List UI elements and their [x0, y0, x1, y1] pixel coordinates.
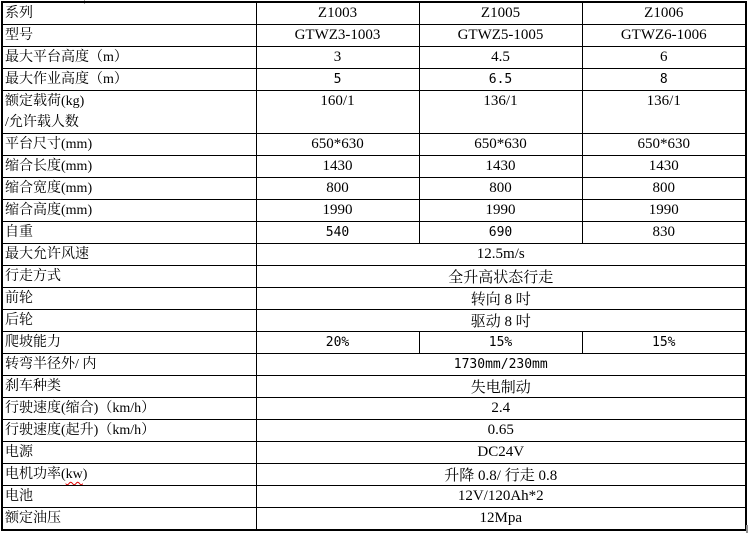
- table-row: [2, 25, 746, 47]
- table-row: [2, 178, 746, 200]
- spec-value-cell: 1430: [582, 156, 746, 178]
- spec-value-cell: 650*630: [419, 134, 582, 156]
- table-row: [2, 420, 746, 442]
- row-label-text: 平台尺寸(mm): [5, 137, 93, 152]
- row-label: [2, 420, 256, 442]
- spec-value-cell: 4.5: [419, 47, 582, 69]
- row-label: [2, 91, 256, 134]
- spec-table-body: [2, 2, 746, 530]
- row-label-text: 自重: [5, 225, 33, 240]
- row-label-text: 缩合宽度(mm): [5, 181, 93, 196]
- table-row: [2, 91, 746, 134]
- spec-value-cell: GTWZ6-1006: [582, 25, 746, 47]
- spec-value-cell: 690: [419, 222, 582, 244]
- spec-value-cell: 6.5: [419, 69, 582, 91]
- row-label: [2, 244, 256, 266]
- spec-value-cell-span: 12Mpa: [256, 508, 746, 531]
- spec-value-cell: GTWZ5-1005: [419, 25, 582, 47]
- table-row: [2, 354, 746, 376]
- table-row: [2, 332, 746, 354]
- spec-value-cell: 8: [582, 69, 746, 91]
- row-label-text: 缩合高度(mm): [5, 203, 93, 218]
- spec-value-cell-span: 0.65: [256, 420, 746, 442]
- spec-value-cell: 15%: [582, 332, 746, 354]
- row-label: [2, 486, 256, 508]
- spec-value-cell-span: 失电制动: [256, 376, 746, 398]
- table-row: [2, 288, 746, 310]
- spec-value-cell-span: DC24V: [256, 442, 746, 464]
- spec-value-cell: 540: [256, 222, 419, 244]
- spec-value-cell: 136/1: [419, 91, 582, 134]
- row-label: [2, 332, 256, 354]
- spec-value-cell: 1990: [582, 200, 746, 222]
- table-row: [2, 376, 746, 398]
- row-label: [2, 266, 256, 288]
- row-label-text: 后轮: [5, 313, 33, 328]
- spec-value-cell: 136/1: [582, 91, 746, 134]
- table-row: [2, 2, 746, 25]
- spec-value-cell: 1990: [256, 200, 419, 222]
- row-label-text: 电机功率(: [5, 467, 66, 482]
- table-row: [2, 134, 746, 156]
- row-label-text: 行驶速度(起升)（km/h）: [5, 423, 156, 438]
- row-label: [2, 134, 256, 156]
- row-label-text: 额定载荷(kg): [5, 94, 85, 109]
- row-label: [2, 376, 256, 398]
- row-label: [2, 464, 256, 486]
- row-label-text: ): [82, 467, 88, 482]
- table-row: [2, 486, 746, 508]
- spec-value-cell: 15%: [419, 332, 582, 354]
- spec-value-cell: 650*630: [256, 134, 419, 156]
- row-label-text: 转弯半径外/ 内: [5, 357, 97, 372]
- row-label-text: 电池: [5, 489, 33, 504]
- spec-value-cell: Z1006: [582, 2, 746, 25]
- row-label: [2, 178, 256, 200]
- row-label: [2, 25, 256, 47]
- spec-value-cell: 800: [256, 178, 419, 200]
- row-label: [2, 310, 256, 332]
- spec-value-cell: 1990: [419, 200, 582, 222]
- table-row: [2, 222, 746, 244]
- spec-table: [1, 1, 747, 531]
- spec-value-cell: 6: [582, 47, 746, 69]
- table-row: [2, 244, 746, 266]
- row-label-text: 前轮: [5, 291, 33, 306]
- row-label-text: 型号: [5, 28, 33, 43]
- table-row: [2, 156, 746, 178]
- spellcheck-squiggle-text: kw: [65, 467, 83, 482]
- row-label-text: 最大平台高度（m）: [5, 50, 128, 65]
- row-label: [2, 47, 256, 69]
- row-label-text: 爬坡能力: [5, 335, 61, 350]
- row-label: [2, 69, 256, 91]
- row-label-text: 额定油压: [5, 511, 61, 526]
- row-label-text: 系列: [5, 6, 33, 21]
- table-row: [2, 464, 746, 486]
- table-row: [2, 200, 746, 222]
- row-label-text: 行驶速度(缩合)（km/h）: [5, 401, 156, 416]
- row-label: [2, 288, 256, 310]
- table-row: [2, 398, 746, 420]
- row-label-text: 刹车种类: [5, 379, 61, 394]
- row-label: [2, 442, 256, 464]
- spec-value-cell: 1430: [419, 156, 582, 178]
- row-label-text-line2: /允许载人数: [5, 115, 79, 130]
- row-label: [2, 508, 256, 531]
- row-label: [2, 222, 256, 244]
- spec-value-cell: 1430: [256, 156, 419, 178]
- row-label-text: 行走方式: [5, 269, 61, 284]
- row-label: [2, 354, 256, 376]
- row-label: [2, 200, 256, 222]
- row-label-text: 最大允许风速: [5, 247, 89, 262]
- row-label: [2, 2, 256, 25]
- spec-value-cell: Z1005: [419, 2, 582, 25]
- spec-value-cell-span: 转向 8 吋: [256, 288, 746, 310]
- spec-value-cell-span: 2.4: [256, 398, 746, 420]
- spec-value-cell-span: 12.5m/s: [256, 244, 746, 266]
- spec-value-cell-span: 1730mm/230mm: [256, 354, 746, 376]
- table-row: [2, 508, 746, 531]
- spec-value-cell: 800: [419, 178, 582, 200]
- spec-value-cell: GTWZ3-1003: [256, 25, 419, 47]
- spec-value-cell: 20%: [256, 332, 419, 354]
- row-label-text: 缩合长度(mm): [5, 159, 93, 174]
- spec-value-cell: 650*630: [582, 134, 746, 156]
- spec-value-cell: 800: [582, 178, 746, 200]
- spec-value-cell-span: 12V/120Ah*2: [256, 486, 746, 508]
- spec-value-cell: Z1003: [256, 2, 419, 25]
- table-row: [2, 266, 746, 288]
- spec-value-cell-span: 升降 0.8/ 行走 0.8: [256, 464, 746, 486]
- row-label: [2, 156, 256, 178]
- table-row: [2, 310, 746, 332]
- row-label-text: 电源: [5, 445, 33, 460]
- spec-value-cell: 830: [582, 222, 746, 244]
- spec-value-cell: 3: [256, 47, 419, 69]
- table-row: [2, 442, 746, 464]
- spec-value-cell: 5: [256, 69, 419, 91]
- row-label-text: 最大作业高度（m）: [5, 72, 128, 87]
- table-row: [2, 69, 746, 91]
- spec-value-cell-span: 驱动 8 吋: [256, 310, 746, 332]
- table-row: [2, 47, 746, 69]
- spec-value-cell-span: 全升高状态行走: [256, 266, 746, 288]
- spec-value-cell: 160/1: [256, 91, 419, 134]
- row-label: [2, 398, 256, 420]
